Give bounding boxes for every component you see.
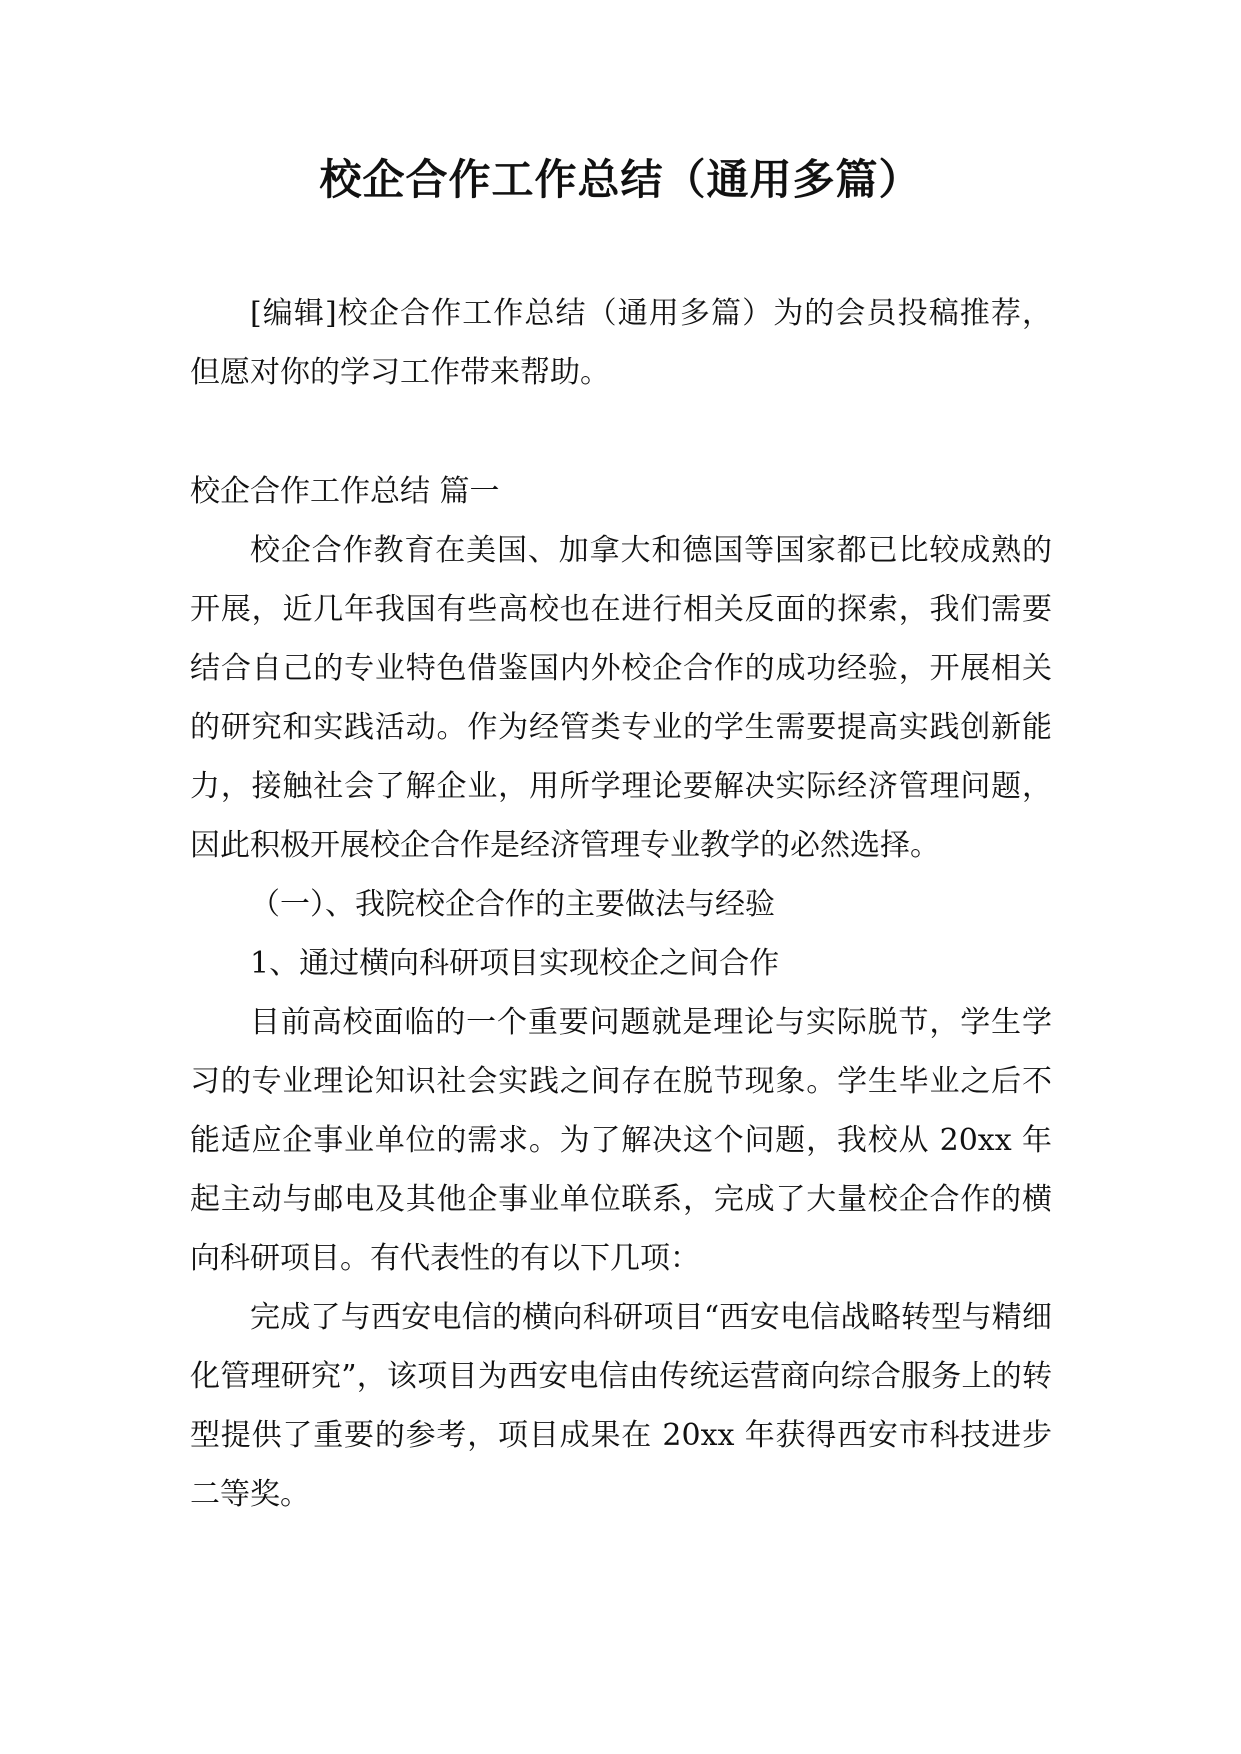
item-heading: 1、通过横向科研项目实现校企之间合作 xyxy=(250,946,780,981)
body-paragraph: 完成了与西安电信的横向科研项目“西安电信战略转型与精细化管理研究”，该项目为西安电信由传统运营商向综合服务上的转型提供了重要的参考，项目成果在 20xx 年获得西安市科技进步二等奖。 xyxy=(190,1300,1052,1512)
document-body xyxy=(190,284,1052,1524)
intro-paragraph: [编辑]校企合作工作总结（通用多篇）为的会员投稿推荐，但愿对你的学习工作带来帮助。 xyxy=(190,296,1052,390)
body-paragraph: 目前高校面临的一个重要问题就是理论与实际脱节，学生学习的专业理论知识社会实践之间存在脱节现象。学生毕业之后不能适应企事业单位的需求。为了解决这个问题，我校从 20xx 年起主动与邮电及其他企事业单位联系，完成了大量校企合作的横向科研项目。有代表性的有以下几项： xyxy=(190,1005,1052,1276)
subsection-heading: （一）、我院校企合作的主要做法与经验 xyxy=(250,887,775,922)
section-heading: 校企合作工作总结 篇一 xyxy=(190,474,500,509)
document-title: 校企合作工作总结（通用多篇） xyxy=(319,155,922,204)
body-paragraph: 校企合作教育在美国、加拿大和德国等国家都已比较成熟的开展，近几年我国有些高校也在进行相关反面的探索，我们需要结合自己的专业特色借鉴国内外校企合作的成功经验，开展相关的研究和实践活动。作为经管类专业的学生需要提高实践创新能力，接触社会了解企业，用所学理论要解决实际经济管理问题，因此积极开展校企合作是经济管理专业教学的必然选择。 xyxy=(190,533,1052,863)
